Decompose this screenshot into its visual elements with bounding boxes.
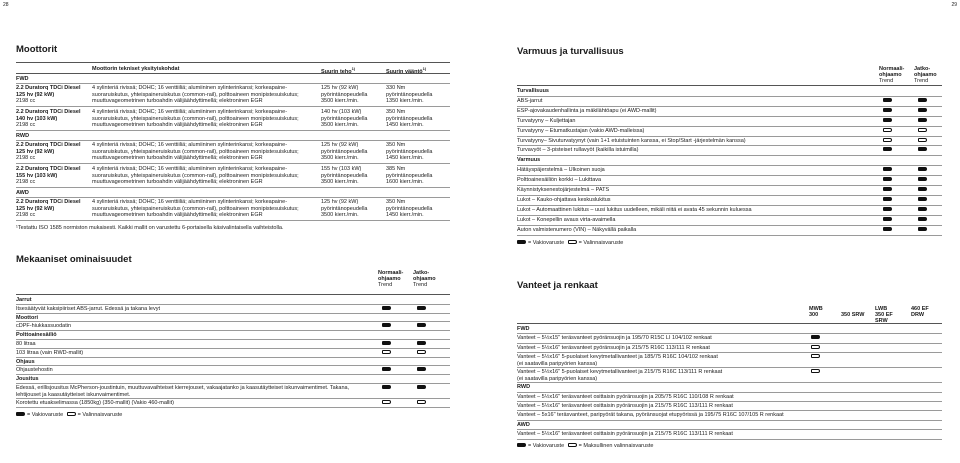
column-header: ohjaamo [413, 276, 436, 282]
engine-torque: pyörintänopeudella [386, 115, 433, 122]
feature-label: Hätäyspäjerstelmä – Ulkoinen suoja [517, 167, 605, 174]
feature-label: Auton valmistenumero (VIN) – Näkyvällä paikalla [517, 226, 637, 233]
feature-label: Polttoainesäiliön korkki – Lukittava [517, 177, 602, 184]
engine-desc: suoraruiskutus, yhteispaineruiskutus (common-rail), polttoaineen monipistesuiskutus; [92, 91, 299, 98]
standard-icon [883, 207, 892, 211]
engine-name: 2198 cc [16, 179, 36, 186]
null [16, 130, 450, 131]
feature-label: Lukot – Kauko-ohjattava keskuslukitus [517, 196, 611, 203]
feature-label: Moottori [16, 314, 38, 321]
optional-icon [811, 354, 820, 358]
engine-name: 125 hv (92 kW) [16, 205, 55, 212]
feature-label: Turvatyyny – Etumatkustajan (vakio AWD-malleissa) [517, 127, 645, 134]
engine-name: 125 hv (92 kW) [16, 91, 55, 98]
engine-torque: 385 Nm [386, 166, 406, 172]
standard-icon [417, 306, 426, 310]
null [16, 187, 450, 188]
header-tech: Moottorin tekniset yksityiskohdat [92, 66, 180, 72]
wheel-label: Vanteet – 5½x16" teräsvanteet pyöränsuojin ja 215/75 R16C 113/111 R renkaat [517, 344, 710, 351]
column-header: 350 EF [875, 312, 893, 318]
engine-desc: 4 sylinteriä rivissä; DOHC; 16 venttiiliä; alumiininen sylinterinkansi; korkeapaine- [92, 199, 288, 205]
feature-label: ABS-jarrut [517, 97, 543, 104]
null [16, 220, 450, 221]
feature-label: Turvavyöt – 3-pisteiset rullavyöt (kaikilla istuimilla) [517, 147, 639, 154]
standard-icon [417, 341, 426, 345]
engine-row [16, 166, 450, 186]
legend-text-2: = Valinnaisvaruste [77, 411, 123, 418]
mech-title: Mekaaniset ominaisuudet [16, 254, 132, 265]
wheel-label: Vanteet – 5x16" teräsvanteet, paripyörät takana, pyöränsuojat etupyörissä ja 195/75 R16C 107/105 R renkaat [517, 412, 784, 419]
standard-icon [382, 367, 391, 371]
wheel-label: FWD [517, 326, 530, 332]
engine-torque: 350 Nm [386, 109, 406, 115]
column-header: 350 SRW [841, 312, 865, 318]
legend-text: = Vakiovaruste [528, 239, 566, 246]
engine-power: 3500 kierr./min. [321, 98, 359, 105]
standard-icon [883, 197, 892, 201]
engine-torque: 350 Nm [386, 142, 406, 148]
engine-torque: 1600 kierr./min. [386, 179, 424, 186]
column-header: Jatko- [413, 270, 430, 276]
feature-label: Itsesäätyvät kaksipiiriset ABS-jarrut. Edessä ja takana levyt [16, 305, 160, 312]
column-header: ohjaamo [879, 72, 902, 78]
standard-icon [918, 108, 927, 112]
engine-torque: 1450 kierr./min. [386, 122, 424, 129]
engine-torque: 1450 kierr./min. [386, 212, 424, 219]
engine-desc: muuttuvageometrinen turboahdin välijäähdyttimellä; elektroninen EGR [92, 179, 263, 186]
optional-icon [883, 128, 892, 132]
engine-torque: 350 Nm [386, 199, 406, 205]
engine-torque: 1350 kierr./min. [386, 98, 424, 105]
standard-icon [883, 147, 892, 151]
column-header: Trend [914, 78, 929, 84]
optional-icon [382, 350, 391, 354]
engine-row [16, 109, 450, 129]
standard-icon [918, 147, 927, 151]
engine-name: 125 hv (92 kW) [16, 148, 55, 155]
standard-icon [517, 443, 526, 447]
null [16, 407, 450, 408]
engine-power: 3500 kierr./min. [321, 179, 359, 186]
safety-table [517, 66, 942, 266]
engine-name: 2.2 Duratorq TDCi Diesel [16, 85, 81, 91]
engine-torque: pyörintänopeudella [386, 172, 433, 179]
engine-power: 125 hv (92 kW) [321, 199, 359, 205]
feature-label: Polttoainesäiliö [16, 332, 57, 339]
engine-power: 155 hv (103 kW) [321, 166, 362, 172]
engine-torque: 330 Nm [386, 85, 406, 91]
wheels-table [517, 306, 942, 462]
feature-label: Turvallisuus [517, 88, 549, 94]
standard-icon [883, 187, 892, 191]
standard-icon [883, 217, 892, 221]
wheel-label-cont: (ei saatavilla paripyörien kanssa) [517, 360, 598, 367]
feature-label-cont: lehtijouset ja kaasutäytteiset iskunvaimentimet. [16, 391, 131, 398]
column-header: MWB [809, 306, 823, 312]
engine-power: pyörintänopeudella [321, 172, 368, 179]
feature-label: Varmuus [517, 157, 541, 164]
engine-desc: muuttuvageometrinen turboahdin välijäähdyttimellä; elektroninen EGR [92, 212, 263, 219]
standard-icon [16, 412, 25, 416]
standard-icon [883, 167, 892, 171]
engine-torque: pyörintänopeudella [386, 148, 433, 155]
optional-icon [67, 412, 76, 416]
engine-name: 155 hv (103 kW) [16, 172, 58, 179]
optional-icon [568, 443, 577, 447]
standard-icon [382, 323, 391, 327]
engine-desc: 4 sylinteriä rivissä; DOHC; 16 venttiiliä; alumiininen sylinterinkansi; korkeapaine- [92, 109, 288, 115]
standard-icon [811, 335, 820, 339]
engine-torque: pyörintänopeudella [386, 205, 433, 212]
null [16, 106, 450, 107]
standard-icon [918, 98, 927, 102]
mech-table [16, 270, 450, 460]
page-number-left: 28 [3, 2, 9, 8]
feature-label: Jousitus [16, 376, 39, 383]
standard-icon [382, 306, 391, 310]
feature-label: Lukot – Automaattinen lukitus – uusi lukitus uudelleen, mikäli niitä ei avata 45 sekunnin kuluessa [517, 206, 752, 213]
optional-icon [918, 138, 927, 142]
wheel-label: Vanteet – 5½x16" teräsvanteet osittaisin pyöränsuojin ja 215/75 R16C 113/111 R renkaat [517, 431, 733, 438]
legend-text-2: = Maksullinen valinnaisvaruste [578, 442, 654, 449]
null [16, 163, 450, 164]
null [16, 197, 450, 198]
safety-title: Varmuus ja turvallisuus [517, 46, 624, 57]
legend-text: = Vakiovaruste [27, 411, 65, 418]
wheel-row [517, 353, 942, 368]
standard-icon [918, 118, 927, 122]
legend-text-2: = Valinnaisvaruste [578, 239, 624, 246]
legend [517, 443, 653, 449]
column-header: Trend [413, 282, 428, 288]
wheel-label-cont: (ei saatavilla paripyörien kanssa) [517, 375, 598, 382]
column-header: Normaali- [879, 66, 905, 72]
engine-row [16, 142, 450, 162]
null [517, 323, 942, 324]
engine-torque: pyörintänopeudella [386, 91, 433, 98]
engine-power: 140 hv (103 kW) [321, 109, 362, 115]
null [517, 85, 942, 86]
engine-name: 2.2 Duratorq TDCi Diesel [16, 109, 81, 115]
engine-desc: suoraruiskutus, yhteispaineruiskutus (common-rail), polttoaineen monipistesuiskutus; [92, 148, 299, 155]
wheel-label: Vanteet – 5½x16" teräsvanteet osittaisin pyöränsuojin ja 205/75 R16C 110/108 R renkaat [517, 393, 734, 400]
engine-desc: 4 sylinteriä rivissä; DOHC; 16 venttiiliä; alumiininen sylinterinkansi; korkeapaine- [92, 85, 288, 91]
engine-power: pyörintänopeudella [321, 91, 368, 98]
feature-label: Käynnistyksenestojärjestelmä – PATS [517, 187, 610, 193]
engine-power: 3500 kierr./min. [321, 122, 359, 129]
feature-label: ESP-ajovakaudenhallinta ja mäkilähtöapu (ei AWD-mallit) [517, 107, 657, 114]
engine-power: 3500 kierr./min. [321, 155, 359, 162]
wheel-row [517, 368, 942, 383]
column-header: Trend [879, 78, 894, 84]
engine-row [16, 199, 450, 219]
legend [517, 240, 623, 246]
column-header: 300 [809, 312, 819, 318]
standard-icon [883, 227, 892, 231]
optional-icon [568, 240, 577, 244]
standard-icon [382, 385, 391, 389]
column-header: SRW [875, 318, 888, 324]
standard-icon [918, 207, 927, 211]
group-label: RWD [16, 133, 30, 139]
null [16, 294, 450, 295]
engine-desc: 4 sylinteriä rivissä; DOHC; 16 venttiiliä; alumiininen sylinterinkansi; korkeapaine- [92, 166, 288, 172]
standard-icon [918, 187, 927, 191]
motors-title: Moottorit [16, 44, 58, 55]
legend-text: = Vakiovaruste [528, 442, 566, 449]
engine-name: 2.2 Duratorq TDCi Diesel [16, 199, 81, 205]
optional-icon [417, 400, 426, 404]
wheel-label: Vanteet – 5½x16" 5-puolaiset kevytmetallivanteet ja 185/75 R16C 104/102 renkaat [517, 354, 718, 361]
feature-row [16, 384, 450, 399]
wheel-label: RWD [517, 384, 531, 391]
header-torque: Suurin vääntö$^{1)}$ [386, 66, 427, 75]
column-header: Jatko- [914, 66, 931, 72]
feature-label: Ohjaus [16, 358, 35, 365]
column-header: LWB [875, 306, 888, 312]
standard-icon [918, 217, 927, 221]
engine-power: 125 hv (92 kW) [321, 142, 359, 148]
engine-power: pyörintänopeudella [321, 148, 368, 155]
standard-icon [417, 367, 426, 371]
optional-icon [811, 345, 820, 349]
engine-desc: 4 sylinteriä rivissä; DOHC; 16 venttiiliä; alumiininen sylinterinkansi; korkeapaine- [92, 142, 288, 148]
feature-label: Korotettu etuakselimassa (1850kg) (350-mallit) (Vakio 460-mallit) [16, 399, 174, 406]
standard-icon [918, 177, 927, 181]
standard-icon [918, 197, 927, 201]
null [517, 439, 942, 440]
wheel-label: AWD [517, 421, 530, 428]
standard-icon [417, 385, 426, 389]
engine-power: 3500 kierr./min. [321, 212, 359, 219]
engine-name: 2.2 Duratorq TDCi Diesel [16, 142, 81, 148]
feature-label: Turvatyyny– Sivuturvatyynyt (vain 1+1 etuistuinten kanssa, ei Stop/Start -järjestelmän kanssa) [517, 137, 746, 144]
engine-desc: suoraruiskutus, yhteispaineruiskutus (common-rail), polttoaineen monipistesuiskutus; [92, 115, 299, 122]
standard-icon [382, 341, 391, 345]
column-header: ohjaamo [914, 72, 937, 78]
engine-name: 140 hv (103 kW) [16, 115, 58, 122]
standard-icon [918, 167, 927, 171]
engine-power: pyörintänopeudella [321, 205, 368, 212]
optional-icon [382, 400, 391, 404]
engine-desc: suoraruiskutus, yhteispaineruiskutus (common-rail), polttoaineen monipistesuiskutus; [92, 205, 299, 212]
feature-label: Ohjaustehostin [16, 367, 53, 374]
engine-name: 2198 cc [16, 212, 36, 219]
engine-name: 2198 cc [16, 155, 36, 162]
engine-name: 2198 cc [16, 98, 36, 105]
page-number-right: 29 [951, 2, 957, 8]
feature-label: cDPF-hiukkassuodatin [16, 323, 72, 330]
engine-desc: suoraruiskutus, yhteispaineruiskutus (common-rail), polttoaineen monipistesuiskutus; [92, 172, 299, 179]
engine-power: pyörintänopeudella [321, 115, 368, 122]
group-label: AWD [16, 190, 29, 196]
null [16, 73, 450, 74]
column-header: DRW [911, 312, 925, 318]
legend [16, 412, 122, 418]
feature-label: 103 litraa (vain RWD-mallit) [16, 349, 84, 356]
wheel-label: Vanteet – 5½x16" teräsvanteet osittaisin pyöränsuojin ja 215/75 R16C 113/111 R renkaat [517, 403, 733, 409]
optional-icon [883, 138, 892, 142]
engine-name: 2198 cc [16, 122, 36, 129]
optional-icon [918, 128, 927, 132]
standard-icon [883, 98, 892, 102]
engine-name: 2.2 Duratorq TDCi Diesel [16, 166, 81, 172]
column-header: 460 EF [911, 306, 929, 312]
optional-icon [417, 350, 426, 354]
standard-icon [517, 240, 526, 244]
optional-icon [811, 369, 820, 373]
null [16, 140, 450, 141]
feature-label: 80 litraa [16, 341, 36, 347]
engine-torque: 1450 kierr./min. [386, 155, 424, 162]
null [517, 235, 942, 236]
standard-icon [883, 177, 892, 181]
motors-table [16, 62, 450, 242]
motors-footnote: ¹Testattu ISO 1585 normiston mukaisesti. Kaikki mallit on varustettu 6-portaisella käsivalintaisella vaihteistolla. [16, 225, 284, 231]
group-label: FWD [16, 76, 29, 82]
engine-desc: muuttuvageometrinen turboahdin välijäähdyttimellä; elektroninen EGR [92, 98, 263, 105]
feature-label: Turvatyyny – Kuljettajan [517, 117, 576, 124]
engine-desc: muuttuvageometrinen turboahdin välijäähdyttimellä; elektroninen EGR [92, 155, 263, 162]
feature-label: Lukot – Konepellin avaus virta-avaimella [517, 216, 616, 223]
column-header: ohjaamo [378, 276, 401, 282]
engine-desc: muuttuvageometrinen turboahdin välijäähdyttimellä; elektroninen EGR [92, 122, 263, 129]
standard-icon [883, 108, 892, 112]
column-header: Normaali- [378, 270, 404, 276]
header-power: Suurin teho$^{1)}$ [321, 66, 356, 75]
wheels-title: Vanteet ja renkaat [517, 280, 598, 291]
feature-label: Edessä, erillisjousitus McPherson-joustintuin, muuttuvavaihteiset kierrejouset, vakaajatanko ja kaasutäytteiset iskunvaimentimet. Takana, [16, 385, 350, 391]
standard-icon [883, 118, 892, 122]
null [16, 83, 450, 84]
engine-power: 125 hv (92 kW) [321, 85, 359, 91]
feature-label: Jarrut [16, 297, 32, 303]
engine-row [16, 85, 450, 105]
standard-icon [417, 323, 426, 327]
wheel-label: Vanteet – 5½x15" teräsvanteet pyöränsuojin ja 195/70 R15C LI 104/102 renkaat [517, 335, 712, 342]
column-header: Trend [378, 282, 393, 288]
standard-icon [918, 227, 927, 231]
wheel-label: Vanteet – 5½x16" 5-puolaiset kevytmetallivanteet ja 215/75 R16C 113/111 R renkaat [517, 369, 723, 376]
